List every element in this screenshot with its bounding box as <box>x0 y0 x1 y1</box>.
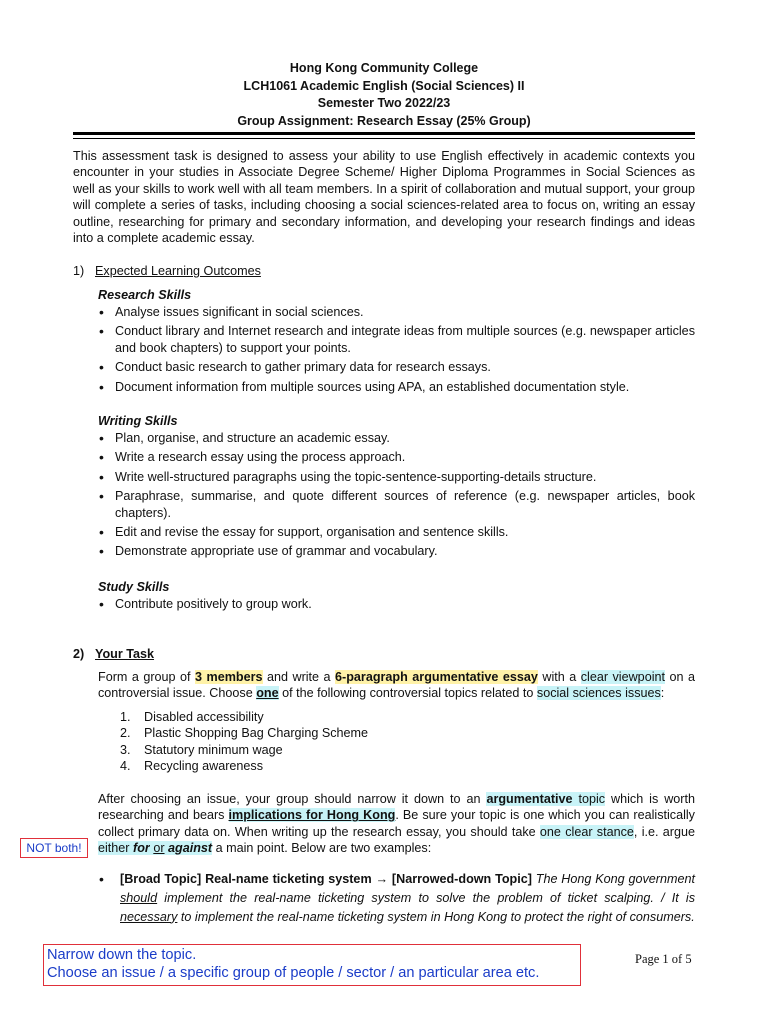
list-item: • Paraphrase, summarise, and quote different sources of reference (e.g. newspaper articles, book chapters). <box>98 488 695 521</box>
highlight-essay-type: 6-paragraph argumentative essay <box>335 670 538 684</box>
example-bullet: • [Broad Topic] Real-name ticketing system → [Narrowed-down Topic] The Hong Kong government should implement the real-name ticketing system to solve the problem of ticket scalping. / It is necessary to implement the real-name ticketing system in Hong Kong to protect the right of consumers. <box>99 871 695 924</box>
highlight-argumentative: argumentative <box>486 792 573 806</box>
assignment-title: Group Assignment: Research Essay (25% Group) <box>237 113 531 128</box>
list-item: • Demonstrate appropriate use of grammar and vocabulary. <box>98 543 695 559</box>
annotation-line-1: Narrow down the topic. <box>47 947 197 963</box>
list-item: 1. Disabled accessibility <box>120 710 264 724</box>
semester: Semester Two 2022/23 <box>317 96 451 110</box>
course-title: LCH1061 Academic English (Social Sciences) II <box>243 78 525 93</box>
topics-list <box>120 709 368 775</box>
list-item: • Plan, organise, and structure an academic essay. <box>98 430 695 446</box>
list-item: 4. Recycling awareness <box>120 759 263 774</box>
list-item: • Write well-structured paragraphs using the topic-sentence-supporting-details structure. <box>98 469 695 485</box>
task-paragraph-1: Form a group of 3 members and write a 6-paragraph argumentative essay with a clear viewpoint on a controversial issue. Choose one of the following controversial topics related to social sciences issues: <box>98 670 695 701</box>
highlight-members: 3 members <box>195 670 263 684</box>
list-item: • Contribute positively to group work. <box>98 596 695 612</box>
highlight-viewpoint: clear viewpoint <box>580 670 665 684</box>
highlight-social-sciences: social sciences issues <box>536 686 661 701</box>
list-item: • Conduct library and Internet research and integrate ideas from multiple sources (e.g. newspaper articles and book chapters) to support your points. <box>98 323 695 356</box>
list-item: • Analyse issues significant in social sciences. <box>98 304 695 320</box>
writing-skills-list <box>98 430 695 563</box>
narrow-topic-annotation <box>43 944 581 986</box>
arrow-icon: → <box>371 872 392 886</box>
task-paragraph-2: After choosing an issue, your group should narrow it down to an argumentative topic which is worth researching and bears implications for Hong Kong. Be sure your topic is one which you can realistically collect primary data on. When writing up the research essay, you should take one clear stance, i.e. argue either for or against a main point. Below are two examples: <box>98 792 696 856</box>
college-name: Hong Kong Community College <box>289 61 479 75</box>
section-2-heading: 2) Your Task <box>73 647 155 661</box>
highlight-one: one <box>256 686 279 701</box>
example-narrow-label: [Narrowed-down Topic] <box>391 872 532 886</box>
study-skills-list <box>98 596 695 615</box>
highlight-stance: one clear stance <box>539 824 634 839</box>
header-rule-thick <box>73 132 695 135</box>
header-rule-thin <box>73 138 695 139</box>
section-2-title: Your Task <box>95 647 155 661</box>
document-header <box>0 60 768 130</box>
emphasis-for: for <box>133 841 150 856</box>
list-item: • Conduct basic research to gather primary data for research essays. <box>98 359 695 375</box>
writing-skills-heading: Writing Skills <box>98 414 178 428</box>
research-skills-heading: Research Skills <box>98 288 192 302</box>
list-item: 3. Statutory minimum wage <box>120 742 283 757</box>
section-1-heading: 1) Expected Learning Outcomes <box>73 264 261 278</box>
research-skills-list <box>98 304 695 398</box>
example-broad-topic: [Broad Topic] Real-name ticketing system <box>120 872 372 886</box>
list-item: • Write a research essay using the process approach. <box>98 449 695 465</box>
page-number: Page 1 of 5 <box>635 952 692 966</box>
study-skills-heading: Study Skills <box>98 580 170 594</box>
list-item: 2. Plastic Shopping Bag Charging Scheme <box>120 726 369 741</box>
emphasis-against: against <box>168 841 213 856</box>
annotation-line-2: Choose an issue / a specific group of people / sector / an particular area etc. <box>47 965 540 981</box>
section-1-title: Expected Learning Outcomes <box>95 264 261 278</box>
bullet-icon: • <box>99 871 104 887</box>
list-item: • Document information from multiple sources using APA, an established documentation style. <box>98 379 695 395</box>
not-both-annotation: NOT both! <box>20 838 88 858</box>
intro-paragraph: This assessment task is designed to assess your ability to use English effectively in academic contexts you encounter in your studies in Associate Degree Scheme/ Higher Diploma Programmes in Social Sciences as well as your skills to work well with all team members. In a spirit of collaboration and mutual support, your group will complete a series of tasks, including choosing a social sciences-related area to focus on, writing an essay outline, researching for primary and secondary information, and developing your research findings and ideas into a complete academic essay. <box>73 149 695 246</box>
emphasis-or: or <box>153 841 165 856</box>
highlight-implications: implications for Hong Kong <box>228 808 396 823</box>
list-item: • Edit and revise the essay for support, organisation and sentence skills. <box>98 524 695 540</box>
highlight-topic: topic <box>578 792 606 806</box>
